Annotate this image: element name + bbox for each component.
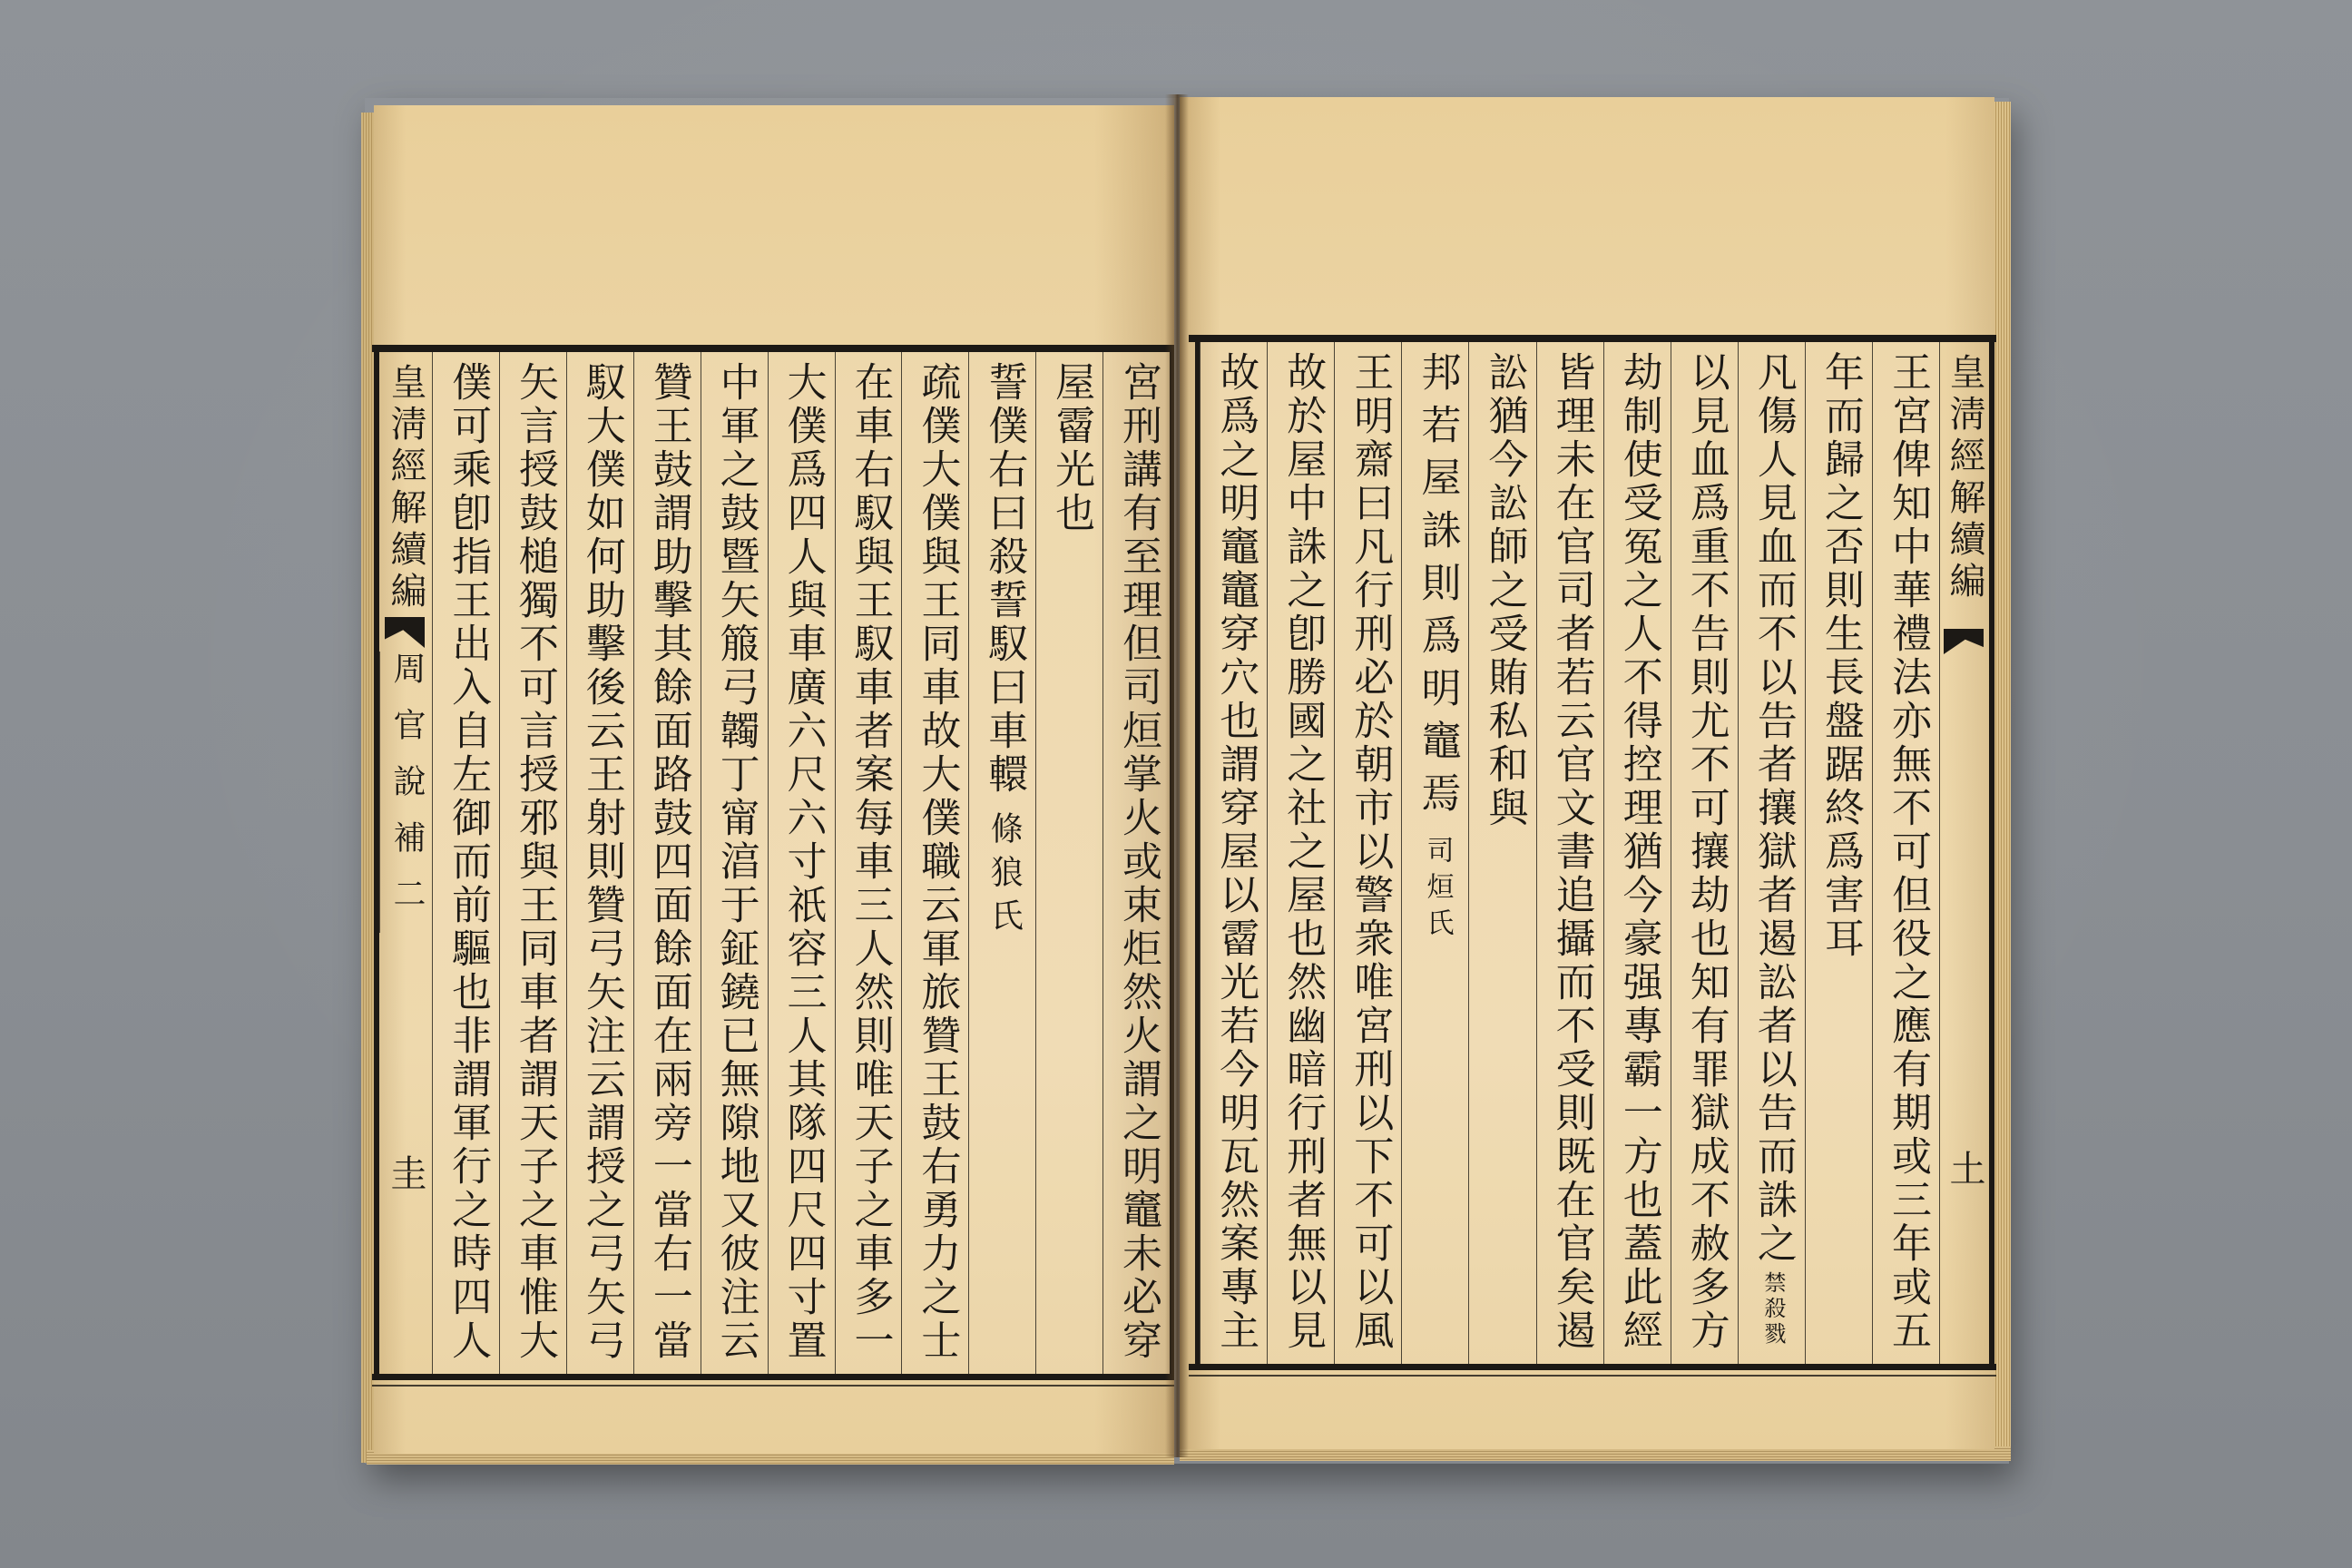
text-column-8 bbox=[633, 352, 701, 1374]
column-text: 贊王鼓謂助擊其餘面路鼓四面餘面在兩旁一當右一當 bbox=[645, 361, 692, 1363]
text-column-5 bbox=[1603, 342, 1671, 1364]
text-column-10 bbox=[1267, 342, 1334, 1364]
text-column-4 bbox=[901, 352, 968, 1374]
right-margin-column bbox=[1939, 342, 1994, 1364]
text-column-6 bbox=[1536, 342, 1603, 1364]
text-column-2 bbox=[1035, 352, 1102, 1374]
frame-bottom-rule bbox=[372, 1374, 1174, 1380]
column-annotation: 條狼氏 bbox=[985, 811, 1024, 942]
fishtail-mark bbox=[1944, 629, 1984, 654]
page-number: 土 bbox=[1944, 1150, 1985, 1186]
book-spine bbox=[1165, 94, 1189, 1457]
left-page bbox=[374, 105, 1174, 1454]
column-text: 中軍之鼓暨矢箙弓韣丁甯湻于鉦鐃已無隙地又彼注云 bbox=[712, 361, 760, 1363]
frame-bottom-rule bbox=[1189, 1364, 1996, 1370]
column-text: 矢言授鼓槌獨不可言授邪與王同車者謂天子之車惟大 bbox=[511, 361, 558, 1363]
text-column-9 bbox=[1334, 342, 1401, 1364]
column-text: 邦若屋誅則爲明竈焉 bbox=[1414, 351, 1461, 825]
column-text: 大僕爲四人與車廣六尺六寸祇容三人其隊四尺四寸置 bbox=[779, 361, 827, 1363]
frame-bottom-thin-rule bbox=[1189, 1375, 1996, 1377]
text-column-3 bbox=[1738, 342, 1805, 1364]
column-text: 王明齋曰凡行刑必於朝市以警衆唯宮刑以下不可以風 bbox=[1347, 351, 1394, 1353]
page-number: 圭 bbox=[385, 1154, 426, 1191]
column-text: 劫制使受冤之人不得控理猶今豪强專霸一方也蓋此經 bbox=[1615, 351, 1662, 1353]
column-annotation: 禁殺戮 bbox=[1759, 1271, 1786, 1348]
column-text: 故於屋中誅之卽勝國之社之屋也然幽暗行刑者無以見 bbox=[1279, 351, 1327, 1353]
column-text: 在車右馭與王馭車者案每車三人然則唯天子之車多一 bbox=[847, 361, 894, 1363]
text-column-3 bbox=[968, 352, 1035, 1374]
frame-top-rule bbox=[372, 345, 1174, 352]
text-column-10 bbox=[499, 352, 566, 1374]
frame-bottom-thin-rule bbox=[372, 1385, 1174, 1387]
column-text: 屋霤光也 bbox=[1048, 361, 1095, 535]
text-column-2 bbox=[1805, 342, 1872, 1364]
text-column-6 bbox=[768, 352, 835, 1374]
left-text-block bbox=[432, 352, 1174, 1374]
text-column-1 bbox=[1102, 352, 1170, 1374]
column-text: 以見血爲重不告則尤不可攘劫也知有罪獄成不赦多方 bbox=[1682, 351, 1730, 1353]
column-text: 皆理未在官司者若云官文書追攝而不受則既在官矣遏 bbox=[1548, 351, 1595, 1353]
column-text: 宮刑講有至理但司烜掌火或束炬然火謂之明竈未必穿 bbox=[1115, 361, 1161, 1363]
column-text: 馭大僕如何助擊後云王射則贊弓矢注云謂授之弓矢弓 bbox=[578, 361, 625, 1363]
book-title: 皇淸經解續編 bbox=[385, 363, 426, 613]
right-text-block bbox=[1195, 342, 1939, 1364]
column-text: 誓僕右曰殺誓馭曰車轘 bbox=[981, 361, 1028, 797]
chapter-title: 周官說補二 bbox=[379, 652, 433, 933]
left-margin-column bbox=[374, 352, 432, 1374]
column-text: 凡傷人見血而不以告者攘獄者遏訟者以告而誅之 bbox=[1749, 351, 1797, 1266]
column-text: 王宮俾知中華禮法亦無不可但役之應有期或三年或五 bbox=[1885, 351, 1931, 1353]
column-text: 訟猶今訟師之受賄私和與 bbox=[1481, 351, 1528, 830]
frame-top-rule bbox=[1189, 335, 1996, 342]
text-column-7 bbox=[1468, 342, 1535, 1364]
column-text: 疏僕大僕與王同車故大僕職云軍旅贊王鼓右勇力之士 bbox=[914, 361, 961, 1363]
fishtail-mark bbox=[385, 617, 425, 648]
column-text: 年而歸之否則生長盤踞終爲害耳 bbox=[1817, 351, 1864, 961]
text-column-1 bbox=[1872, 342, 1939, 1364]
text-column-11 bbox=[432, 352, 499, 1374]
column-annotation: 司烜氏 bbox=[1421, 836, 1454, 945]
right-page bbox=[1180, 97, 1994, 1449]
text-column-9 bbox=[566, 352, 633, 1374]
text-column-8 bbox=[1401, 342, 1468, 1364]
text-column-11 bbox=[1200, 342, 1267, 1364]
column-text: 故爲之明竈竈穿穴也謂穿屋以霤光若今明瓦然案專主 bbox=[1212, 351, 1259, 1353]
text-column-5 bbox=[835, 352, 902, 1374]
column-text: 僕可乘卽指王出入自左御而前驅也非謂軍行之時四人 bbox=[445, 361, 492, 1363]
text-column-4 bbox=[1671, 342, 1738, 1364]
text-column-7 bbox=[701, 352, 768, 1374]
book-title: 皇淸經解續編 bbox=[1944, 353, 1985, 603]
